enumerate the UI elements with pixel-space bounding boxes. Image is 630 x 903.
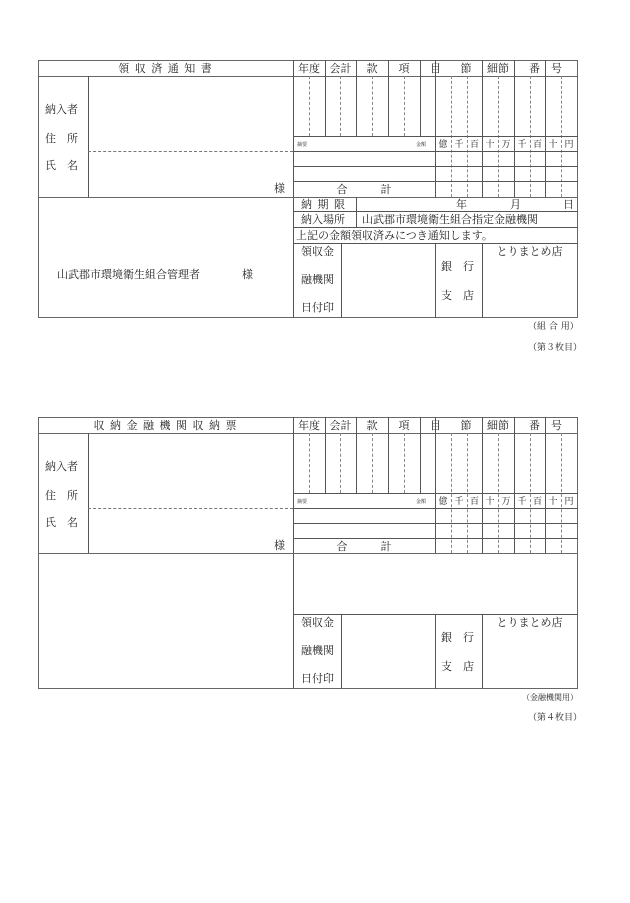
divider <box>293 493 578 494</box>
header-subclause: 細節 <box>487 62 509 75</box>
usage-note: （金融機関用） <box>522 693 578 702</box>
digit-hyaku: 百 <box>469 140 479 150</box>
digit-oku: 億 <box>438 497 448 507</box>
divider <box>38 197 293 198</box>
bank-label: 銀 行 <box>441 260 474 273</box>
divider <box>309 433 310 493</box>
stamp-label-2: 融機関 <box>301 644 334 657</box>
name-label: 氏 名 <box>45 516 78 529</box>
total-label: 合 計 <box>336 183 392 196</box>
divider <box>293 211 578 212</box>
branch-label: 支 店 <box>441 660 474 673</box>
collecting-branch-label: とりまとめ店 <box>496 616 563 629</box>
divider <box>514 417 515 553</box>
branch-label: 支 店 <box>441 289 474 302</box>
stamp-label-1: 領収金 <box>301 245 334 258</box>
divider <box>309 76 310 136</box>
divider <box>293 508 578 509</box>
name-label: 氏 名 <box>45 159 78 172</box>
header-fiscal-year: 年度 <box>298 419 320 432</box>
divider <box>435 60 436 197</box>
payer-label: 納入者 <box>45 460 78 473</box>
header-account: 会計 <box>329 419 352 432</box>
header-subclause: 細節 <box>487 419 509 432</box>
divider <box>404 433 405 493</box>
usage-note: （組 合 用） <box>528 322 579 332</box>
header-item: 項 <box>398 62 410 75</box>
notice-text: 上記の金額領収済みにつき通知します。 <box>296 229 493 242</box>
bank-stamp-area[interactable] <box>343 245 433 316</box>
divider <box>545 60 546 197</box>
honorific: 様 <box>274 182 285 195</box>
divider <box>545 417 546 553</box>
amount-label: 金額 <box>416 499 427 505</box>
due-month-label: 月 <box>510 198 521 211</box>
digit-sen: 千 <box>454 140 464 150</box>
due-year-label: 年 <box>456 198 467 211</box>
divider <box>38 433 578 434</box>
form-title: 収 納 金 融 機 関 収 納 票 <box>93 419 238 432</box>
divider <box>341 243 342 318</box>
bank-label: 銀 行 <box>441 631 474 644</box>
digit-yen: 円 <box>564 497 574 507</box>
summary-label: 摘要 <box>297 142 308 148</box>
copy-note: （第４枚目） <box>528 713 583 723</box>
payer-label: 納入者 <box>45 103 78 116</box>
header-section: 款 <box>366 62 378 75</box>
digit-sen: 千 <box>454 497 464 507</box>
divider <box>404 76 405 136</box>
address-field[interactable] <box>90 79 290 149</box>
address-field[interactable] <box>90 436 290 506</box>
header-number: 番 号 <box>529 419 562 432</box>
total-label: 合 計 <box>336 540 392 553</box>
stamp-label-3: 日付印 <box>301 672 334 685</box>
divider <box>293 523 578 524</box>
divider <box>293 227 578 228</box>
address-label: 住 所 <box>45 489 78 502</box>
divider <box>88 151 293 152</box>
payment-place-value: 山武郡市環境衛生組合指定金融機関 <box>362 213 538 226</box>
divider <box>372 76 373 136</box>
digit-man: 万 <box>501 140 511 150</box>
digit-sen-2: 千 <box>517 140 527 150</box>
header-account: 会計 <box>329 62 352 75</box>
divider <box>88 508 293 509</box>
header-fiscal-year: 年度 <box>298 62 320 75</box>
stamp-label-1: 領収金 <box>301 616 334 629</box>
addressee: 山武郡市環境衛生組合管理者 <box>57 268 200 281</box>
due-date-label: 納 期 限 <box>301 198 346 211</box>
divider <box>420 60 421 136</box>
divider <box>293 181 578 182</box>
header-subitem: 目 <box>430 419 441 432</box>
digit-juu: 十 <box>485 497 495 507</box>
divider <box>482 60 483 197</box>
due-day-label: 日 <box>563 198 574 211</box>
divider <box>340 433 341 493</box>
divider <box>482 417 483 553</box>
header-subitem: 目 <box>430 62 441 75</box>
amount-label: 金額 <box>416 142 427 148</box>
name-field[interactable] <box>90 511 270 551</box>
name-field[interactable] <box>90 154 270 194</box>
digit-hyaku: 百 <box>469 497 479 507</box>
stamp-label-2: 融機関 <box>301 273 334 286</box>
header-clause: 節 <box>460 419 472 432</box>
header-clause: 節 <box>460 62 472 75</box>
header-section: 款 <box>366 419 378 432</box>
digit-man: 万 <box>501 497 511 507</box>
divider <box>293 136 578 137</box>
digit-oku: 億 <box>438 140 448 150</box>
divider <box>372 433 373 493</box>
due-date-field[interactable] <box>358 199 576 210</box>
address-label: 住 所 <box>45 132 78 145</box>
header-number: 番 号 <box>529 62 562 75</box>
addressee-honorific: 様 <box>242 268 253 281</box>
divider <box>293 166 578 167</box>
summary-label: 摘要 <box>297 499 308 505</box>
digit-juu-2: 十 <box>548 497 558 507</box>
payment-place-label: 納入場所 <box>301 213 345 226</box>
divider <box>420 417 421 493</box>
divider <box>341 614 342 689</box>
divider <box>435 614 436 689</box>
divider <box>356 197 357 227</box>
honorific: 様 <box>274 539 285 552</box>
header-item: 項 <box>398 419 410 432</box>
digit-hyaku-2: 百 <box>532 140 542 150</box>
digit-juu-2: 十 <box>548 140 558 150</box>
bank-stamp-area[interactable] <box>343 616 433 687</box>
divider <box>38 76 578 77</box>
divider <box>88 433 89 553</box>
collecting-branch-label: とりまとめ店 <box>496 245 563 258</box>
divider <box>293 538 578 539</box>
digit-hyaku-2: 百 <box>532 497 542 507</box>
divider <box>293 151 578 152</box>
divider <box>88 76 89 197</box>
divider <box>514 60 515 197</box>
stamp-label-3: 日付印 <box>301 301 334 314</box>
form-title: 領 収 済 通 知 書 <box>118 62 213 75</box>
divider <box>340 76 341 136</box>
copy-note: （第３枚目） <box>528 343 583 353</box>
digit-sen-2: 千 <box>517 497 527 507</box>
divider <box>38 553 578 554</box>
divider <box>435 417 436 553</box>
digit-yen: 円 <box>564 140 574 150</box>
digit-juu: 十 <box>485 140 495 150</box>
divider <box>435 243 436 318</box>
